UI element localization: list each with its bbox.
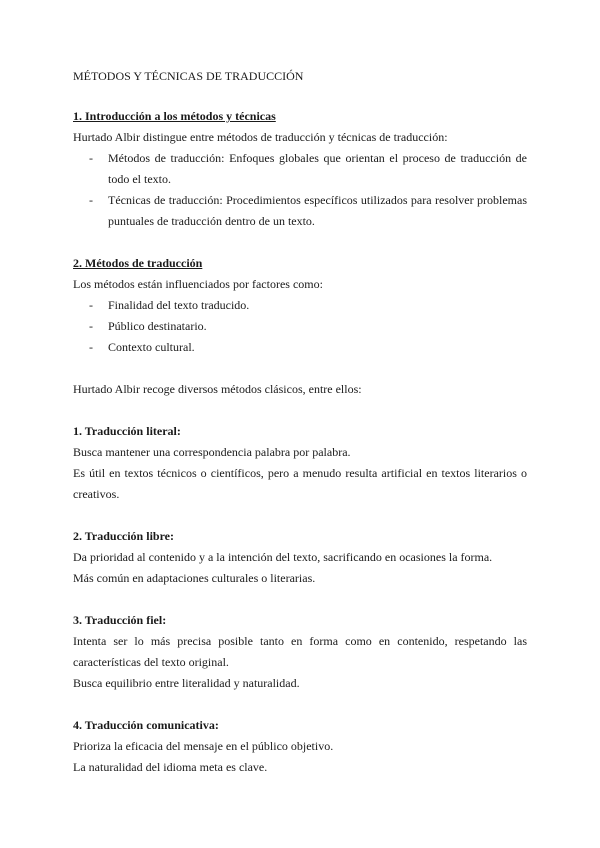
list-item: - Técnicas de traducción: Procedimientos específicos utilizados para resolver problemas puntuales de traducción dentro de un texto. [73,190,527,232]
method-2-heading: 2. Traducción libre: [73,529,175,543]
method-2-line-1: Da prioridad al contenido y a la intención del texto, sacrificando en ocasiones la forma. [73,550,493,564]
section-2-list [73,295,527,358]
list-item: - Contexto cultural. [73,337,527,358]
dash-bullet: - [89,151,93,165]
dash-bullet: - [89,298,93,312]
method-4-line-2: La naturalidad del idioma meta es clave. [73,760,268,774]
method-4-line-1: Prioriza la eficacia del mensaje en el público objetivo. [73,739,334,753]
document-title: MÉTODOS Y TÉCNICAS DE TRADUCCIÓN [73,69,304,83]
method-3-line-1: Intenta ser lo más precisa posible tanto en forma como en contenido, respetando las características del texto original. [73,634,527,669]
section-1-heading: 1. Introducción a los métodos y técnicas [73,109,276,123]
method-2-line-2: Más común en adaptaciones culturales o literarias. [73,571,316,585]
section-2-after: Hurtado Albir recoge diversos métodos clásicos, entre ellos: [73,382,362,396]
dash-bullet: - [89,340,93,354]
document-page [73,66,527,778]
section-1-list [73,148,527,232]
method-1-heading: 1. Traducción literal: [73,424,181,438]
section-2-intro: Los métodos están influenciados por factores como: [73,277,323,291]
method-3-line-2: Busca equilibrio entre literalidad y naturalidad. [73,676,300,690]
list-item: - Público destinatario. [73,316,527,337]
list-item: - Finalidad del texto traducido. [73,295,527,316]
dash-bullet: - [89,319,93,333]
dash-bullet: - [89,193,93,207]
method-3-heading: 3. Traducción fiel: [73,613,167,627]
method-4-heading: 4. Traducción comunicativa: [73,718,219,732]
method-1-line-1: Busca mantener una correspondencia palabra por palabra. [73,445,351,459]
method-1-line-2: Es útil en textos técnicos o científicos, pero a menudo resulta artificial en textos literarios o creativos. [73,466,527,501]
list-item: - Métodos de traducción: Enfoques globales que orientan el proceso de traducción de todo el texto. [73,148,527,190]
section-2-heading: 2. Métodos de traducción [73,256,203,270]
section-1-intro: Hurtado Albir distingue entre métodos de traducción y técnicas de traducción: [73,130,448,144]
